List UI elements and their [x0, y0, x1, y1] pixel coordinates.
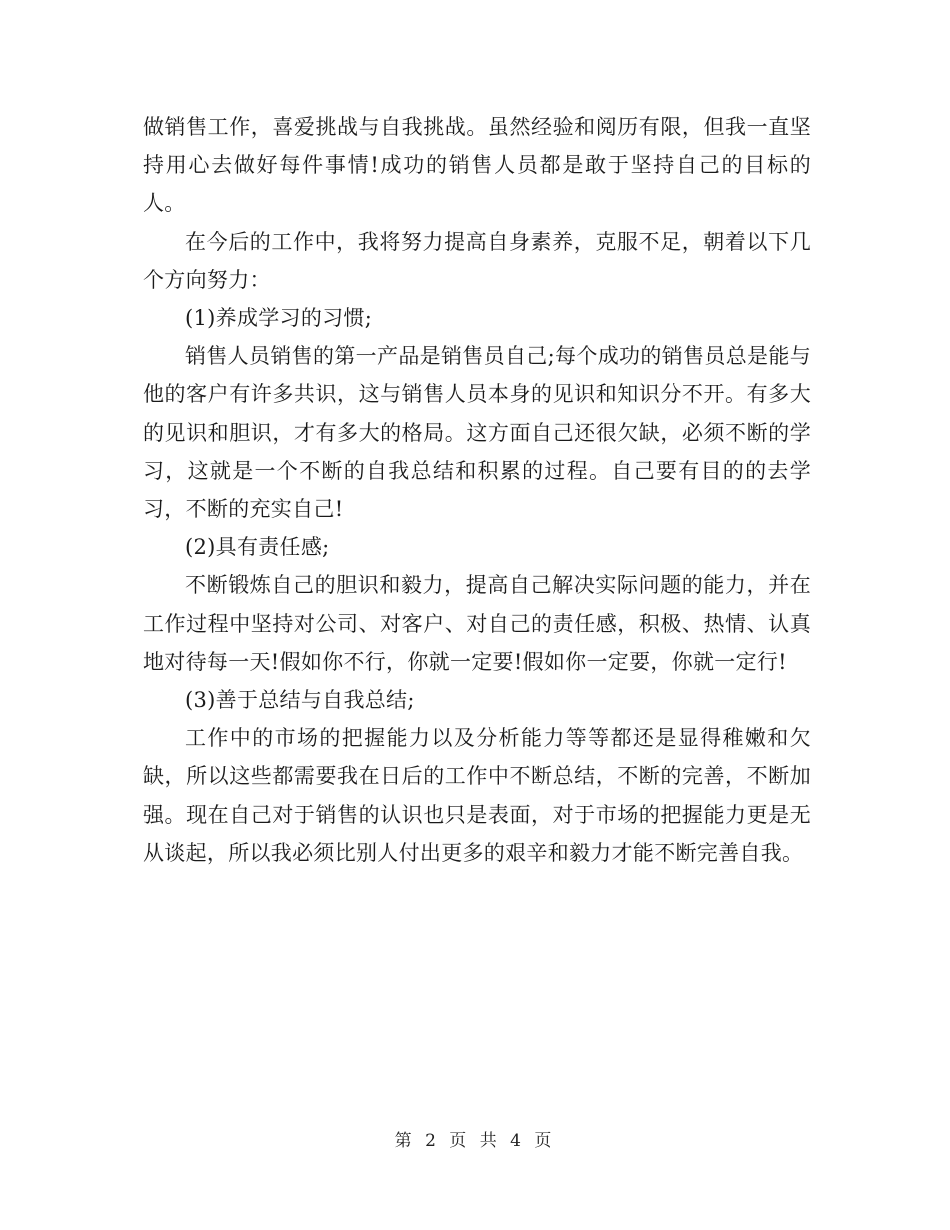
list-heading-2: (2)具有责任感; — [185, 535, 330, 560]
page-number-footer: 第 2 页 共 4 页 — [394, 1131, 556, 1151]
paragraph-5: 工作中的市场的把握能力以及分析能力等等都还是显得稚嫩和欠缺，所以这些都需要我在日后的工作中不断总结，不断的完善，不断加强。现在自己对于销售的认识也只是表面，对于市场的把握能力更是无从谈起，所以我必须比别人付出更多的艰辛和毅力才能不断完善自我。 — [143, 726, 811, 865]
paragraph-4: 不断锻炼自己的胆识和毅力，提高自己解决实际问题的能力，并在工作过程中坚持对公司、对客户、对自己的责任感，积极、热情、认真地对待每一天!假如你不行，你就一定要!假如你一定要，你就一定行! — [143, 573, 811, 674]
list-heading-1: (1)养成学习的习惯; — [185, 306, 373, 331]
list-heading-3: (3)善于总结与自我总结; — [185, 688, 415, 713]
paragraph-1: 做销售工作，喜爱挑战与自我挑战。虽然经验和阅历有限，但我一直坚持用心去做好每件事情!成功的销售人员都是敢于坚持自己的目标的人。 — [143, 115, 811, 216]
paragraph-2: 在今后的工作中，我将努力提高自身素养，克服不足，朝着以下几个方向努力： — [143, 229, 811, 292]
paragraph-3: 销售人员销售的第一产品是销售员自己;每个成功的销售员总是能与他的客户有许多共识，这与销售人员本身的见识和知识分不开。有多大的见识和胆识，才有多大的格局。这方面自己还很欠缺，必须不断的学习，这就是一个不断的自我总结和积累的过程。自己要有目的的去学习，不断的充实自己! — [143, 344, 811, 522]
document-body — [143, 108, 811, 872]
